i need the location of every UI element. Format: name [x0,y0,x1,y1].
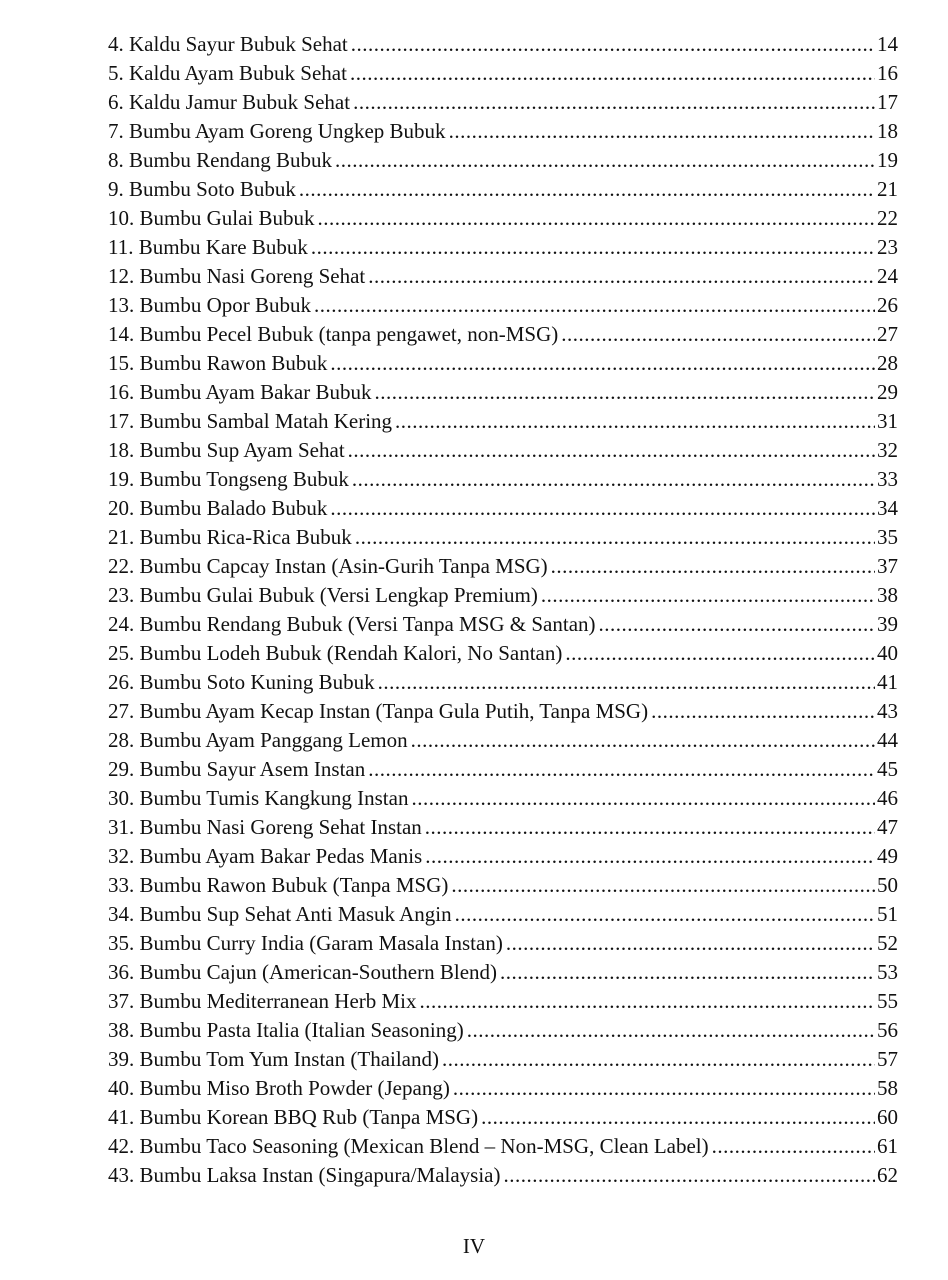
toc-entry-page-number: 14 [877,32,898,56]
toc-entry-title: 18. Bumbu Sup Ayam Sehat [108,438,345,462]
toc-entry[interactable] [108,465,898,494]
toc-entry[interactable] [108,552,898,581]
toc-entry[interactable] [108,233,898,262]
toc-entry-page-number: 27 [877,322,898,346]
toc-entry-page-number: 34 [877,496,898,520]
toc-dot-leader [712,1132,875,1161]
toc-entry[interactable] [108,784,898,813]
toc-entry[interactable] [108,813,898,842]
toc-entry-page-number: 45 [877,757,898,781]
toc-entry-title: 42. Bumbu Taco Seasoning (Mexican Blend – Non-MSG, Clean Label) [108,1134,709,1158]
toc-dot-leader [481,1103,875,1132]
toc-entry-page-number: 28 [877,351,898,375]
toc-dot-leader [318,204,875,233]
toc-entry[interactable] [108,900,898,929]
toc-dot-leader [467,1016,875,1045]
toc-dot-leader [299,175,875,204]
toc-entry-title: 6. Kaldu Jamur Bubuk Sehat [108,90,351,114]
toc-entry-page-number: 55 [877,989,898,1013]
toc-entry-title: 19. Bumbu Tongseng Bubuk [108,467,349,491]
toc-entry[interactable] [108,842,898,871]
toc-dot-leader [348,436,875,465]
toc-entry[interactable] [108,871,898,900]
toc-dot-leader [453,1074,875,1103]
toc-entry[interactable] [108,378,898,407]
toc-dot-leader [351,30,875,59]
toc-entry-page-number: 58 [877,1076,898,1100]
toc-entry-title: 16. Bumbu Ayam Bakar Bubuk [108,380,372,404]
toc-entry-page-number: 22 [877,206,898,230]
toc-entry[interactable] [108,581,898,610]
toc-entry[interactable] [108,1074,898,1103]
toc-entry-title: 11. Bumbu Kare Bubuk [108,235,308,259]
toc-entry[interactable] [108,929,898,958]
toc-dot-leader [420,987,875,1016]
page-number: IV [462,1234,486,1258]
toc-entry-title: 31. Bumbu Nasi Goreng Sehat Instan [108,815,422,839]
toc-entry[interactable] [108,146,898,175]
toc-dot-leader [368,755,875,784]
toc-entry-title: 35. Bumbu Curry India (Garam Masala Instan) [108,931,503,955]
toc-entry-page-number: 47 [877,815,898,839]
toc-dot-leader [352,465,875,494]
toc-entry[interactable] [108,1103,898,1132]
toc-dot-leader [355,523,875,552]
toc-entry[interactable] [108,494,898,523]
toc-entry-title: 34. Bumbu Sup Sehat Anti Masuk Angin [108,902,452,926]
toc-entry[interactable] [108,1016,898,1045]
toc-dot-leader [353,88,875,117]
toc-dot-leader [314,291,875,320]
toc-entry[interactable] [108,523,898,552]
toc-dot-leader [425,813,875,842]
toc-entry-page-number: 39 [877,612,898,636]
toc-entry-title: 38. Bumbu Pasta Italia (Italian Seasoning) [108,1018,464,1042]
toc-entry-page-number: 29 [877,380,898,404]
toc-entry-page-number: 24 [877,264,898,288]
toc-dot-leader [374,378,875,407]
toc-entry[interactable] [108,30,898,59]
toc-entry[interactable] [108,726,898,755]
toc-entry-title: 25. Bumbu Lodeh Bubuk (Rendah Kalori, No Santan) [108,641,563,665]
toc-dot-leader [411,726,875,755]
toc-entry-page-number: 62 [877,1163,898,1187]
toc-dot-leader [651,697,875,726]
toc-entry[interactable] [108,1132,898,1161]
toc-entry-page-number: 40 [877,641,898,665]
toc-entry[interactable] [108,204,898,233]
toc-dot-leader [368,262,875,291]
toc-dot-leader [442,1045,875,1074]
toc-entry-title: 26. Bumbu Soto Kuning Bubuk [108,670,375,694]
toc-entry[interactable] [108,697,898,726]
toc-entry-title: 13. Bumbu Opor Bubuk [108,293,312,317]
toc-dot-leader [565,639,875,668]
toc-dot-leader [350,59,875,88]
toc-entry-title: 4. Kaldu Sayur Bubuk Sehat [108,32,348,56]
toc-entry-title: 43. Bumbu Laksa Instan (Singapura/Malaysia) [108,1163,501,1187]
toc-entry[interactable] [108,610,898,639]
toc-dot-leader [455,900,875,929]
toc-entry-page-number: 49 [877,844,898,868]
toc-dot-leader [330,349,875,378]
toc-entry-title: 12. Bumbu Nasi Goreng Sehat [108,264,366,288]
toc-entry-page-number: 52 [877,931,898,955]
toc-entry-page-number: 44 [877,728,898,752]
toc-entry[interactable] [108,1161,898,1190]
toc-entry-page-number: 37 [877,554,898,578]
toc-entry-title: 33. Bumbu Rawon Bubuk (Tanpa MSG) [108,873,449,897]
toc-dot-leader [378,668,875,697]
toc-dot-leader [500,958,875,987]
toc-entry-page-number: 38 [877,583,898,607]
toc-entry[interactable] [108,320,898,349]
toc-entry[interactable] [108,639,898,668]
toc-entry-page-number: 33 [877,467,898,491]
toc-dot-leader [451,871,875,900]
toc-dot-leader [551,552,875,581]
toc-entry-title: 22. Bumbu Capcay Instan (Asin-Gurih Tanpa MSG) [108,554,548,578]
toc-entry-title: 29. Bumbu Sayur Asem Instan [108,757,366,781]
toc-entry-title: 5. Kaldu Ayam Bubuk Sehat [108,61,347,85]
toc-entry-title: 40. Bumbu Miso Broth Powder (Jepang) [108,1076,450,1100]
toc-entry-title: 17. Bumbu Sambal Matah Kering [108,409,393,433]
toc-entry[interactable] [108,958,898,987]
toc-dot-leader [561,320,875,349]
toc-dot-leader [506,929,875,958]
toc-entry-title: 20. Bumbu Balado Bubuk [108,496,328,520]
toc-entry-title: 30. Bumbu Tumis Kangkung Instan [108,786,409,810]
toc-entry-title: 28. Bumbu Ayam Panggang Lemon [108,728,408,752]
toc-entry[interactable] [108,349,898,378]
toc-entry-title: 24. Bumbu Rendang Bubuk (Versi Tanpa MSG & Santan) [108,612,596,636]
toc-dot-leader [311,233,875,262]
toc-entry-page-number: 60 [877,1105,898,1129]
toc-entry-title: 10. Bumbu Gulai Bubuk [108,206,315,230]
toc-entry-title: 23. Bumbu Gulai Bubuk (Versi Lengkap Premium) [108,583,538,607]
toc-dot-leader [449,117,875,146]
toc-entry-page-number: 53 [877,960,898,984]
toc-entry[interactable] [108,88,898,117]
toc-entry[interactable] [108,59,898,88]
toc-entry-page-number: 21 [877,177,898,201]
toc-entry-title: 8. Bumbu Rendang Bubuk [108,148,332,172]
toc-entry-page-number: 19 [877,148,898,172]
toc-entry[interactable] [108,407,898,436]
toc-entry-page-number: 31 [877,409,898,433]
toc-entry-page-number: 56 [877,1018,898,1042]
toc-dot-leader [330,494,875,523]
toc-entry-title: 7. Bumbu Ayam Goreng Ungkep Bubuk [108,119,446,143]
toc-entry-page-number: 18 [877,119,898,143]
toc-entry-title: 37. Bumbu Mediterranean Herb Mix [108,989,417,1013]
toc-entry[interactable] [108,987,898,1016]
toc-entry-page-number: 61 [877,1134,898,1158]
toc-entry[interactable] [108,755,898,784]
toc-entry-page-number: 16 [877,61,898,85]
toc-entry-page-number: 26 [877,293,898,317]
toc-entry[interactable] [108,117,898,146]
toc-entry[interactable] [108,668,898,697]
toc-entry-page-number: 57 [877,1047,898,1071]
toc-entry-title: 21. Bumbu Rica-Rica Bubuk [108,525,352,549]
toc-entry[interactable] [108,262,898,291]
toc-entry-title: 36. Bumbu Cajun (American-Southern Blend) [108,960,498,984]
toc-entry-page-number: 35 [877,525,898,549]
toc-dot-leader [425,842,875,871]
toc-dot-leader [599,610,875,639]
toc-entry-title: 15. Bumbu Rawon Bubuk [108,351,328,375]
toc-dot-leader [411,784,875,813]
toc-entry[interactable] [108,291,898,320]
toc-entry-page-number: 46 [877,786,898,810]
toc-entry-title: 9. Bumbu Soto Bubuk [108,177,296,201]
toc-entry-title: 27. Bumbu Ayam Kecap Instan (Tanpa Gula Putih, Tanpa MSG) [108,699,649,723]
toc-entry-page-number: 41 [877,670,898,694]
toc-dot-leader [504,1161,876,1190]
toc-dot-leader [541,581,875,610]
toc-entry[interactable] [108,1045,898,1074]
toc-entry-page-number: 17 [877,90,898,114]
toc-dot-leader [395,407,875,436]
toc-entry-title: 41. Bumbu Korean BBQ Rub (Tanpa MSG) [108,1105,479,1129]
toc-entry-page-number: 32 [877,438,898,462]
toc-entry-page-number: 23 [877,235,898,259]
toc-entry-title: 32. Bumbu Ayam Bakar Pedas Manis [108,844,423,868]
toc-entry-page-number: 51 [877,902,898,926]
toc-entry-title: 39. Bumbu Tom Yum Instan (Thailand) [108,1047,439,1071]
toc-dot-leader [335,146,875,175]
toc-entry[interactable] [108,436,898,465]
table-of-contents [108,30,898,1190]
toc-entry[interactable] [108,175,898,204]
toc-entry-page-number: 43 [877,699,898,723]
toc-entry-title: 14. Bumbu Pecel Bubuk (tanpa pengawet, non-MSG) [108,322,559,346]
toc-entry-page-number: 50 [877,873,898,897]
